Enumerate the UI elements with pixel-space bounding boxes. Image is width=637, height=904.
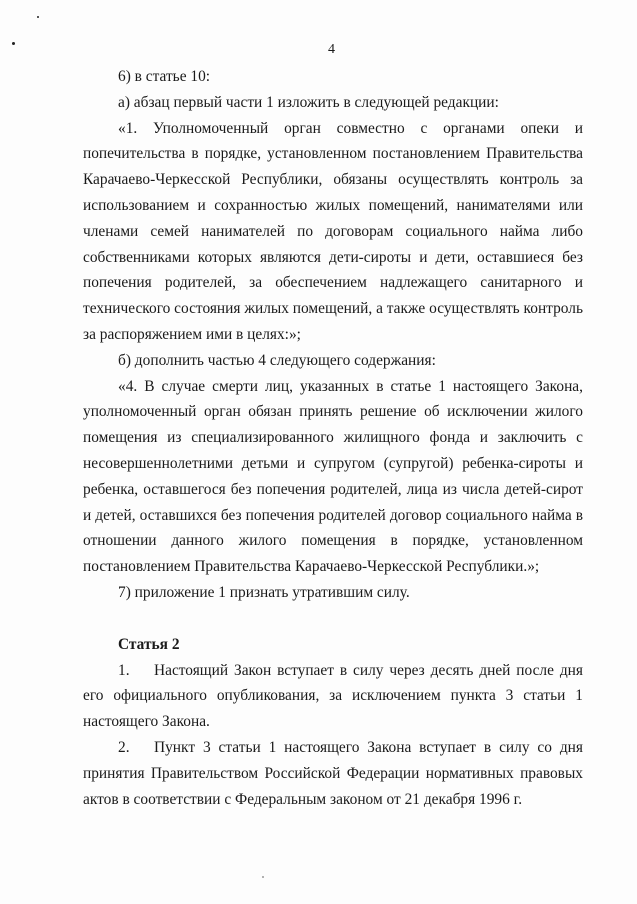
item-text: Пункт 3 статьи 1 настоящего Закона вступает в силу со дня принятия Правительством Российской Федерации нормативных правовых актов в соответствии с Федеральным законом от 21 декабря 1996 г.: [83, 738, 583, 808]
paragraph-item-b: б) дополнить частью 4 следующего содержания:: [118, 351, 436, 369]
paragraph-new-part4: «4. В случае смерти лиц, указанных в статье 1 настоящего Закона, уполномоченный орган обязан принять решение об исключении жилого помещения из специализированного жилищного фонда и заключить с несовершеннолетними детьми и супругом (супругой) ребенка-сироты и ребенка, оставшегося без попечения родителей, лица из числа детей-сирот и детей, оставшихся без попечения родителей договор социального найма в отношении данного жилого помещения в порядке, установленном постановлением Правительства Карачаево-Черкесской Республики.»;: [83, 377, 583, 576]
document-body: [83, 64, 583, 812]
item-text: Настоящий Закон вступает в силу через десять дней после дня его официального опубликования, за исключением пункта 3 статьи 1 настоящего Закона.: [83, 661, 583, 731]
paragraph-article10-intro: 6) в статье 10:: [118, 68, 211, 85]
article-2-item-2: [83, 735, 583, 812]
item-number: 2.: [118, 738, 130, 756]
article-2-heading: Статья 2: [118, 635, 180, 653]
item-number: 1.: [118, 661, 130, 679]
scan-speck: [262, 876, 264, 878]
page-number: 4: [328, 42, 335, 57]
scan-speck: [37, 16, 39, 18]
article-2-item-1: [83, 658, 583, 735]
paragraph-item-7: 7) приложение 1 признать утратившим силу.: [118, 583, 410, 601]
paragraph-item-a: а) абзац первый части 1 изложить в следующей редакции:: [118, 93, 499, 111]
paragraph-new-part1: «1. Уполномоченный орган совместно с органами опеки и попечительства в порядке, установленном постановлением Правительства Карачаево-Черкесской Республики, обязаны осуществлять контроль за использованием и сохранностью жилых помещений, нанимателями или членами семей нанимателей по договорам социального найма либо собственниками которых являются дети-сироты и дети, оставшиеся без попечения родителей, за обеспечением надлежащего санитарного и технического состояния жилых помещений, а также осуществлять контроль за распоряжением ими в целях:»;: [83, 119, 583, 343]
